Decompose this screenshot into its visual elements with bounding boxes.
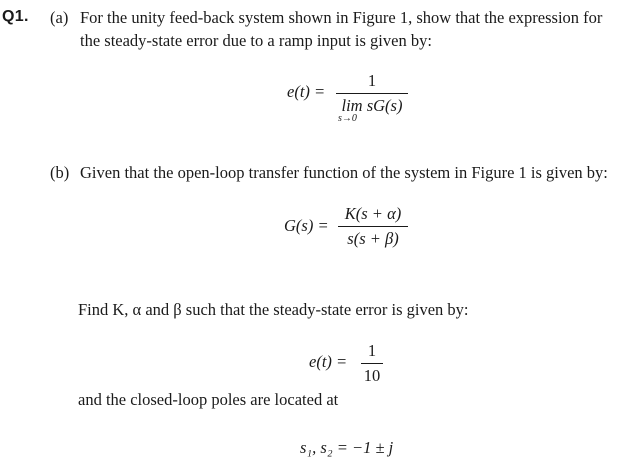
part-b-tf-lhs: G(s) = bbox=[284, 216, 329, 235]
part-b-poles-text: and the closed-loop poles are located at bbox=[78, 390, 339, 409]
part-a-fraction-bar bbox=[336, 93, 408, 94]
part-a-line2: the steady-state error due to a ramp input is given by: bbox=[80, 31, 432, 50]
part-a-eq-lhs: e(t) = bbox=[287, 82, 326, 101]
part-b-tf-numerator: K(s + α) bbox=[344, 204, 402, 223]
part-a-marker: (a) bbox=[50, 8, 69, 27]
part-b-err-denominator: 10 bbox=[363, 366, 381, 385]
question-label: Q1. bbox=[2, 8, 29, 25]
part-b-tf-denominator: s(s + β) bbox=[347, 229, 399, 248]
part-b-err-fraction bbox=[361, 341, 383, 386]
part-b-marker: (b) bbox=[50, 163, 70, 182]
part-b-line1: Given that the open-loop transfer function of the system in Figure 1 is given by: bbox=[80, 163, 608, 182]
part-a-eq-numerator: 1 bbox=[367, 71, 377, 90]
part-a-limit-subscript: s→0 bbox=[338, 113, 357, 124]
part-a-fraction bbox=[336, 71, 408, 116]
part-b-poles-equation: s₁, s₂ = −1 ± j bbox=[300, 438, 394, 457]
part-b-tf-fraction-bar bbox=[338, 226, 408, 227]
part-a-line1: For the unity feed-back system shown in Figure 1, show that the expression for bbox=[80, 8, 603, 27]
part-b-err-lhs: e(t) = bbox=[309, 352, 348, 371]
part-b-err-numerator: 1 bbox=[367, 341, 377, 360]
part-b-find-text: Find K, α and β such that the steady-state error is given by: bbox=[78, 300, 469, 319]
part-b-err-fraction-bar bbox=[361, 363, 383, 364]
part-a-eq-denominator: lim sG(s) bbox=[341, 96, 403, 115]
part-b-tf-fraction bbox=[338, 204, 408, 249]
